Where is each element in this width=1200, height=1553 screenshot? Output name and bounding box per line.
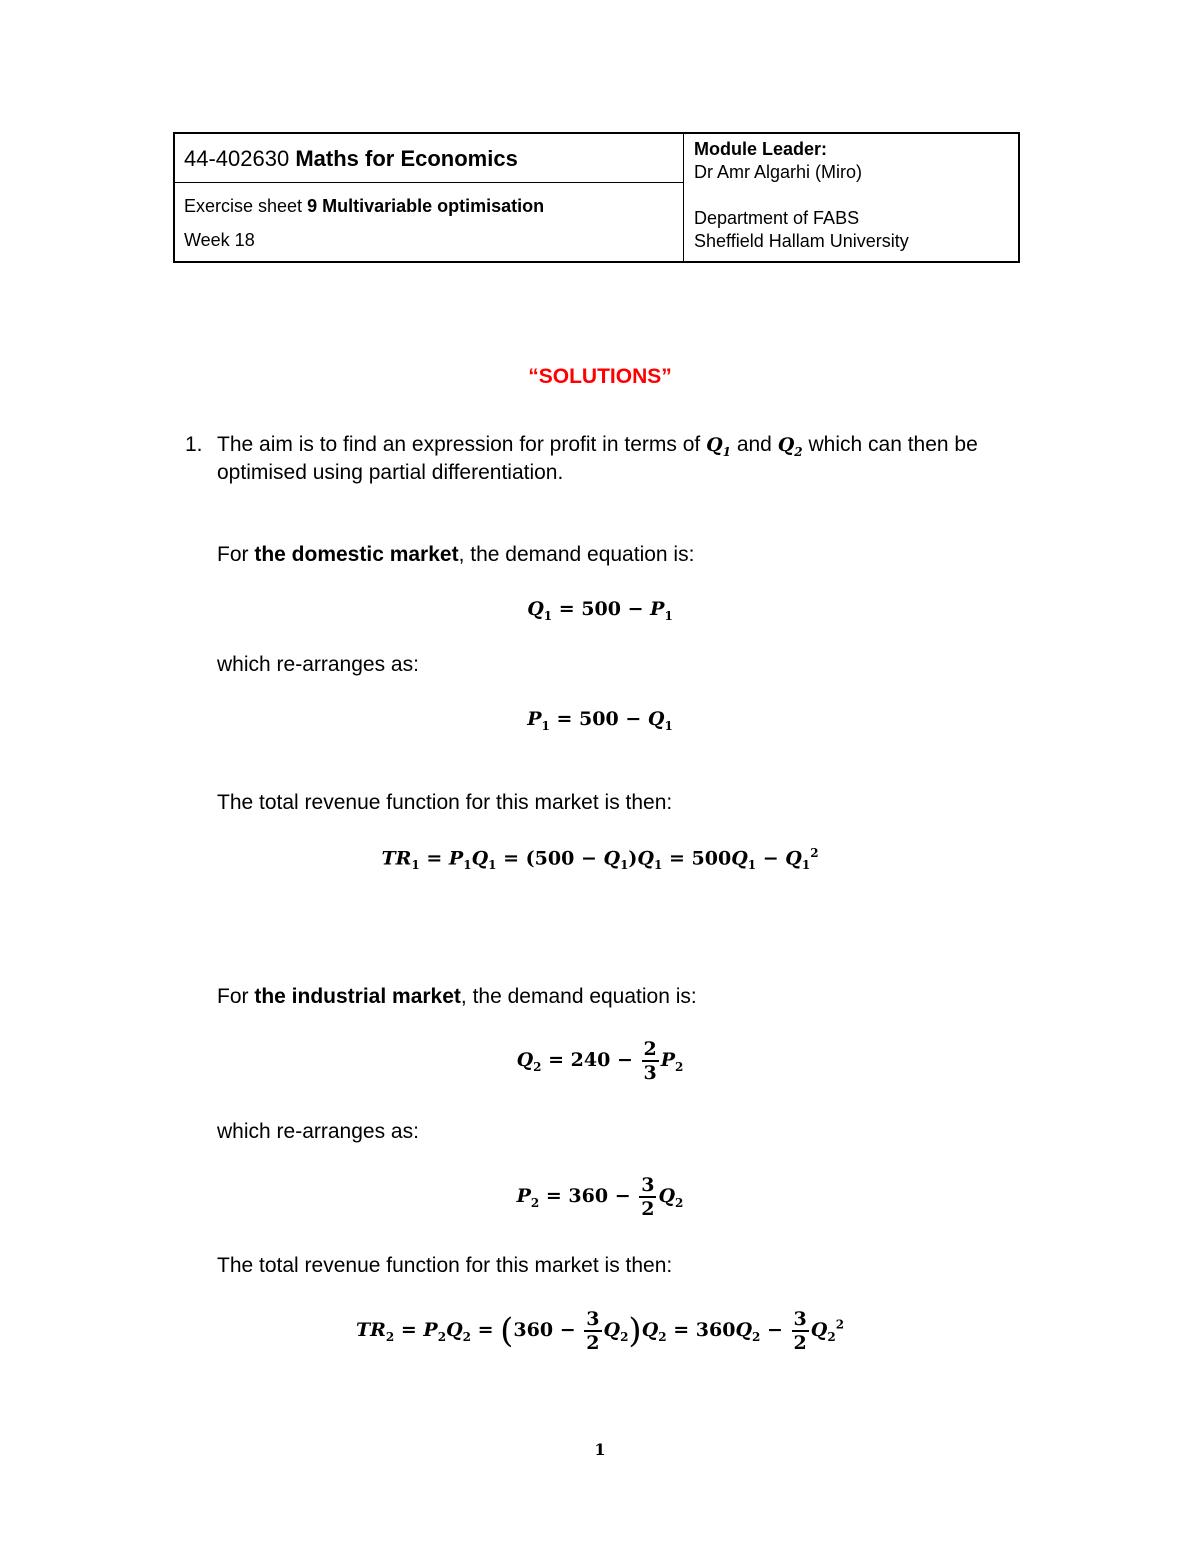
leader-name: Dr Amr Algarhi (Miro) (694, 162, 863, 182)
exercise-prefix: Exercise sheet (184, 196, 303, 216)
industrial-market-label: the industrial market (254, 985, 461, 1008)
tr-text-2: The total revenue function for this market is then: (217, 1254, 673, 1277)
intro-text-a: The aim is to find an expression for profit in terms of (217, 433, 701, 456)
intro-and: and (736, 433, 772, 456)
intro-line-1 (217, 433, 978, 459)
var-q2: $Q_2$ (777, 434, 803, 459)
page-number: 1 (594, 1440, 606, 1459)
tr-text-1: The total revenue function for this market is then: (217, 791, 673, 814)
week-label: Week 18 (184, 230, 255, 250)
solutions-heading: “SOLUTIONS” (528, 365, 672, 388)
header-table (173, 132, 1020, 263)
department: Department of FABS (694, 208, 860, 228)
equation-tr2: $TR_2 = P_2Q_2 = (360$ − $\frac{3}{2}$ $Q_2)Q_2 = 360Q_2$ − $\frac{3}{2}$ $Q_2^2$ (355, 1308, 845, 1354)
intro-line-2: optimised using partial differentiation. (217, 461, 564, 484)
domestic-heading (217, 543, 694, 567)
module-leader-info (694, 138, 909, 253)
exercise-name: 9 Multivariable optimisation (307, 196, 545, 216)
course-code: 44-402630 (184, 146, 290, 171)
equation-tr1: $TR_1 = P_1Q_1 = (500 - Q_1)Q_1 = 500Q_1 - Q_1^2$ (381, 846, 819, 873)
demand-text: , the demand equation is: (460, 985, 697, 1008)
for-text: For (217, 543, 249, 566)
course-name: Maths for Economics (295, 146, 518, 171)
equation-industrial-demand: $Q_2 = 240$ − $\frac{2}{3}$ $P_2$ (516, 1038, 684, 1084)
exercise-title (184, 196, 544, 217)
equation-domestic-price: $P_1 = 500 - Q_1$ (527, 708, 673, 733)
rearranges-text-1: which re-arranges as: (217, 653, 419, 676)
course-title (184, 146, 518, 172)
table-divider-vertical (683, 134, 684, 261)
leader-label: Module Leader: (694, 139, 828, 159)
university: Sheffield Hallam University (694, 231, 909, 251)
table-divider-horizontal (175, 182, 683, 183)
intro-text-b: which can then be (808, 433, 978, 456)
for-text: For (217, 985, 249, 1008)
rearranges-text-2: which re-arranges as: (217, 1120, 419, 1143)
domestic-market-label: the domestic market (254, 543, 459, 566)
equation-domestic-demand: $Q_1 = 500 - P_1$ (527, 598, 673, 623)
question-number: 1. (185, 433, 203, 456)
equation-industrial-price: $P_2 = 360$ − $\frac{3}{2}$ $Q_2$ (516, 1174, 684, 1220)
demand-text: , the demand equation is: (458, 543, 695, 566)
industrial-heading (217, 985, 697, 1009)
var-q1: $Q_1$ (706, 434, 731, 459)
